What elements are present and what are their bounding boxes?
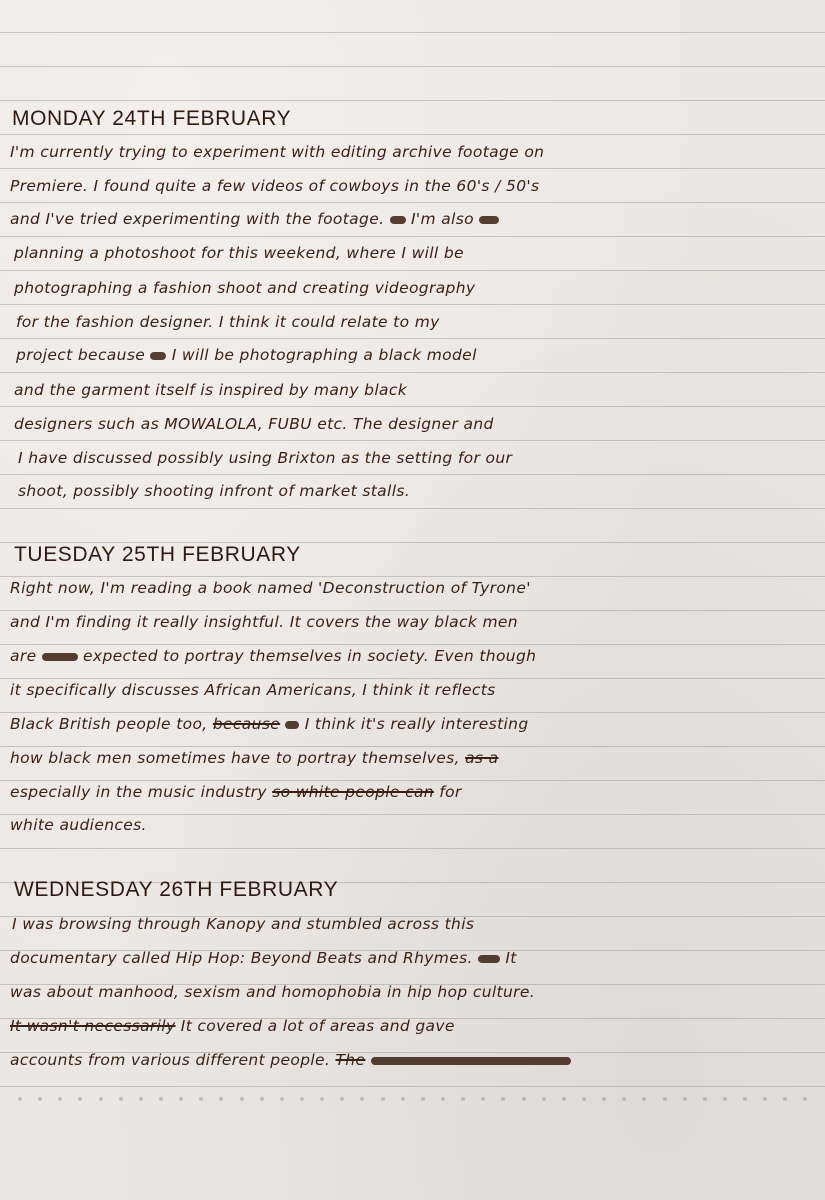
entry-line-part: I will be photographing a black model — [171, 346, 477, 364]
scribble-out — [478, 955, 500, 963]
entry-line-part: Black British people too, — [10, 715, 208, 733]
entry-line-part: accounts from various different people. — [10, 1051, 331, 1069]
entry-line-part: project because — [16, 346, 146, 364]
scribble-out — [479, 216, 499, 224]
entry-line — [10, 951, 810, 967]
entry-line: shoot, possibly shooting infront of market stalls. — [18, 482, 411, 500]
entry-line: was about manhood, sexism and homophobia in hip hop culture. — [10, 983, 536, 1001]
scribble-out — [390, 216, 406, 224]
entry-line-part: It — [505, 949, 517, 967]
entry-heading-wednesday: WEDNESDAY 26TH FEBRUARY — [14, 878, 339, 901]
entry-line-part: are — [10, 647, 37, 665]
crossed-out-text: The — [335, 1051, 366, 1069]
crossed-out-text: as a — [465, 749, 499, 767]
entry-line: I'm currently trying to experiment with editing archive footage on — [10, 143, 545, 161]
entry-line: and the garment itself is inspired by many black — [14, 381, 408, 399]
crossed-out-text: because — [212, 715, 281, 733]
entry-line-part: how black men sometimes have to portray themselves, — [10, 749, 460, 767]
scribble-out — [285, 721, 299, 729]
entry-line — [10, 649, 810, 665]
entry-line: I was browsing through Kanopy and stumbled across this — [12, 915, 475, 933]
entry-line: designers such as MOWALOLA, FUBU etc. The designer and — [14, 415, 494, 433]
entry-line: for the fashion designer. I think it could relate to my — [16, 313, 440, 331]
entry-line-part: It covered a lot of areas and gave — [180, 1017, 455, 1035]
entry-line-part: especially in the music industry — [10, 783, 267, 801]
entry-line-part: I think it's really interesting — [304, 715, 529, 733]
entry-line: Right now, I'm reading a book named 'Deconstruction of Tyrone' — [10, 579, 531, 597]
entry-line — [10, 751, 810, 767]
entry-line-part: and I've tried experimenting with the footage. — [10, 210, 385, 228]
entry-line — [10, 1053, 810, 1069]
entry-line-part: expected to portray themselves in society. Even though — [83, 647, 537, 665]
entry-line — [16, 348, 816, 364]
crossed-out-text: so white people can — [272, 783, 434, 801]
scribble-out — [150, 352, 166, 360]
entry-line-part: documentary called Hip Hop: Beyond Beats and Rhymes. — [10, 949, 473, 967]
entry-line: white audiences. — [10, 816, 147, 834]
entry-line-part: I'm also — [410, 210, 474, 228]
scribble-out — [371, 1057, 571, 1065]
entry-line: planning a photoshoot for this weekend, where I will be — [14, 244, 464, 262]
entry-heading-monday: MONDAY 24TH FEBRUARY — [12, 107, 292, 130]
entry-line — [10, 717, 810, 733]
entry-heading-tuesday: TUESDAY 25TH FEBRUARY — [14, 543, 301, 566]
entry-line: Premiere. I found quite a few videos of cowboys in the 60's / 50's — [10, 177, 540, 195]
entry-line: and I'm finding it really insightful. It covers the way black men — [10, 613, 518, 631]
entry-line: photographing a fashion shoot and creating videography — [14, 279, 476, 297]
entry-line — [10, 212, 810, 228]
entry-line — [10, 1019, 810, 1035]
page-footer-dots — [18, 1097, 808, 1101]
entry-line — [10, 785, 810, 801]
entry-line: it specifically discusses African Americans, I think it reflects — [10, 681, 496, 699]
entry-line: I have discussed possibly using Brixton as the setting for our — [18, 449, 513, 467]
crossed-out-text: It wasn't necessarily — [10, 1017, 176, 1035]
entry-line-part: for — [439, 783, 462, 801]
scribble-out — [42, 653, 78, 661]
